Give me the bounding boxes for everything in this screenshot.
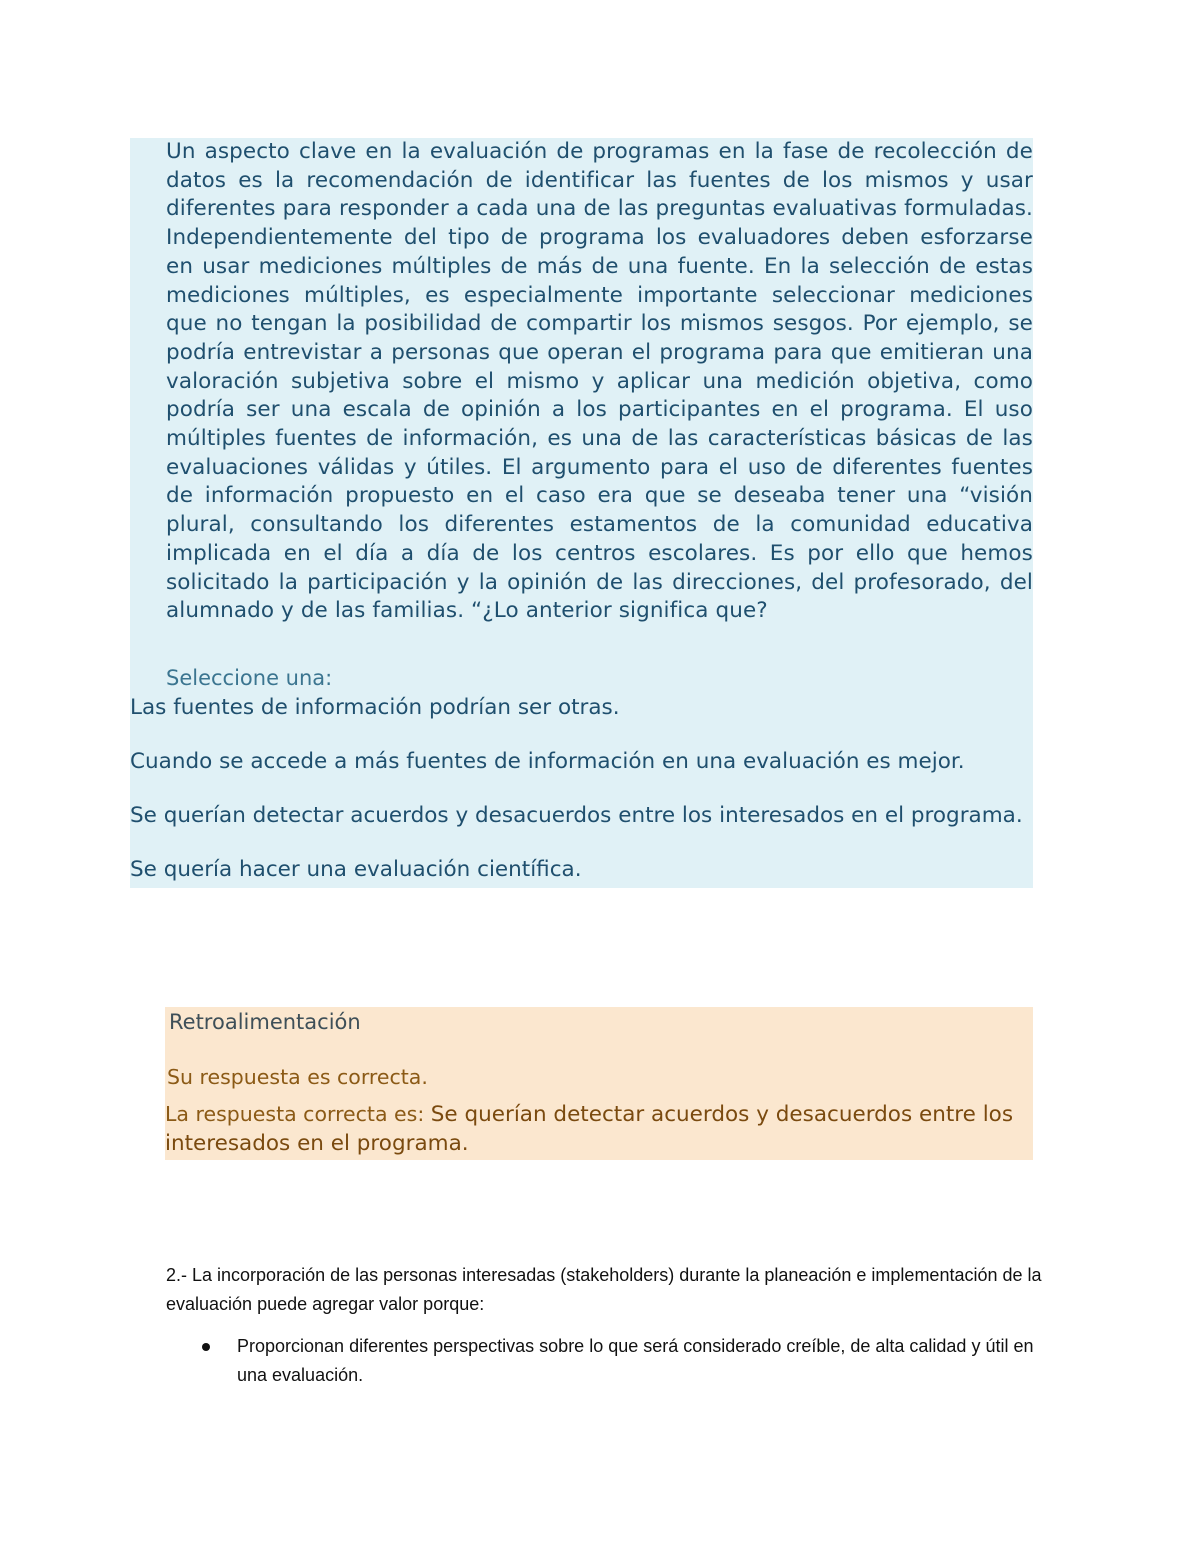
answer-option-2[interactable]: Cuando se accede a más fuentes de información en una evaluación es mejor. (130, 748, 965, 774)
answer-option-4[interactable]: Se quería hacer una evaluación científica. (130, 856, 582, 882)
answer-option-3[interactable]: Se querían detectar acuerdos y desacuerdos entre los interesados en el programa. (130, 802, 1023, 828)
question-2-text: 2.- La incorporación de las personas interesadas (stakeholders) durante la planeación e implementación de la evaluación puede agregar valor porque: (166, 1265, 1042, 1314)
select-prompt: Seleccione una: (166, 665, 333, 690)
question-text: Un aspecto clave en la evaluación de programas en la fase de recolección de datos es la recomendación de identificar las fuentes de los mismos y usar diferentes para responder a cada una de las preguntas evaluativas formuladas. Independientemente del tipo de programa los evaluadores deben esforzarse en usar mediciones múltiples de más de una fuente. En la selección de estas mediciones múltiples, es especialmente importante seleccionar mediciones que no tengan la posibilidad de compartir los mismos sesgos. Por ejemplo, se podría entrevistar a personas que operan el programa para que emitieran una valoración subjetiva sobre el mismo y aplicar una medición objetiva, como podría ser una escala de opinión a los participantes en el programa. El uso múltiples fuentes de información, es una de las características básicas de las evaluaciones válidas y útiles. El argumento para el uso de diferentes fuentes de información propuesto en el caso era que se deseaba tener una “visión plural, consultando los diferentes estamentos de la comunidad educativa implicada en el día a día de los centros escolares. Es por ello que hemos solicitado la participación y la opinión de las direcciones, del profesorado, del alumnado y de las familias. “¿Lo anterior significa que? (166, 139, 1033, 624)
bullet-icon (202, 1343, 210, 1351)
correct-answer-text: Se querían detectar acuerdos y desacuerdos entre los interesados en el programa. (165, 1102, 1014, 1156)
feedback-status: Su respuesta es correcta. (167, 1065, 428, 1089)
answer-option-1[interactable]: Las fuentes de información podrían ser otras. (130, 694, 620, 720)
correct-answer (165, 1100, 1033, 1158)
bullet-text: Proporcionan diferentes perspectivas sobre lo que será considerado creíble, de alta calidad y útil en una evaluación. (237, 1336, 1034, 1385)
feedback-title: Retroalimentación (169, 1010, 361, 1034)
question-2-bullets (166, 1332, 1046, 1390)
correct-answer-lead: La respuesta correcta es: (165, 1102, 431, 1126)
feedback-block (165, 1007, 1033, 1160)
question-block (130, 138, 1033, 888)
bullet-item (166, 1332, 1046, 1390)
answer-options (130, 693, 1033, 888)
